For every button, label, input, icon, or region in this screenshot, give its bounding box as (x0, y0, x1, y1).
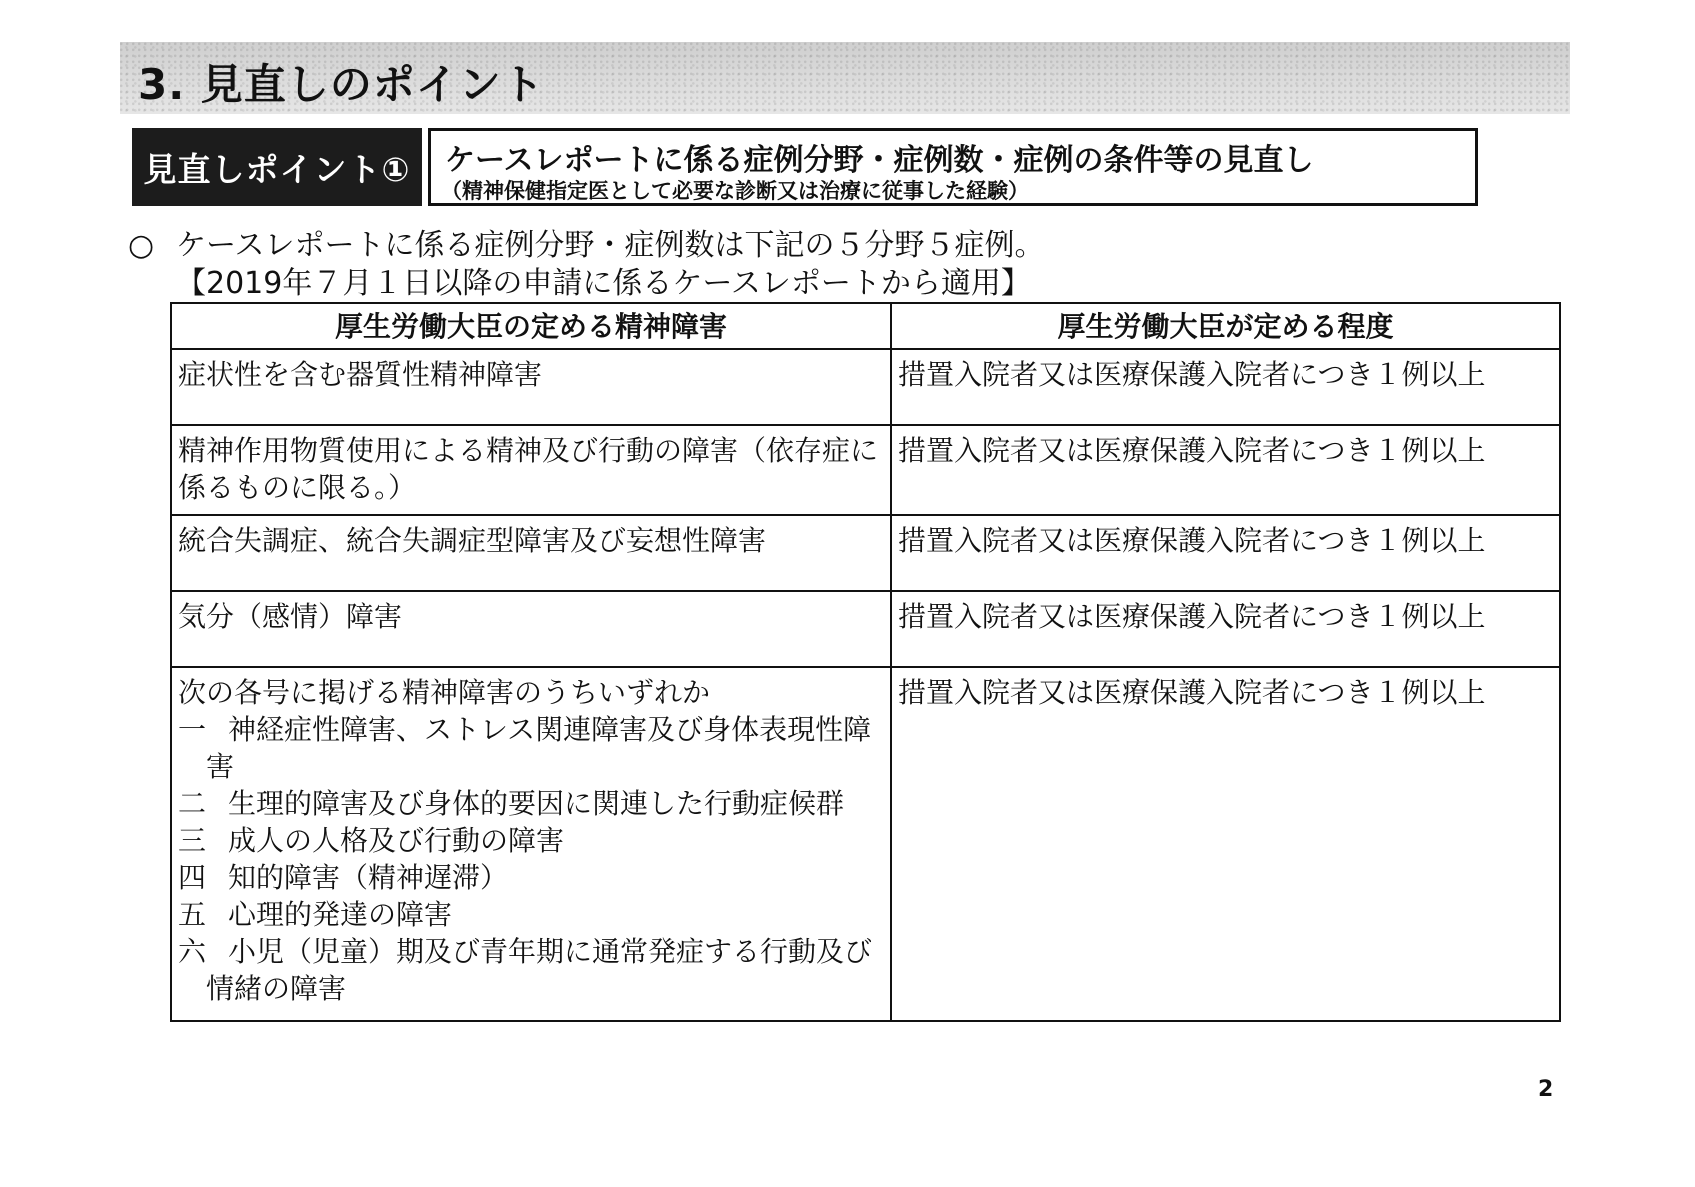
degree-cell: 措置入院者又は医療保護入院者につき１例以上 (891, 349, 1560, 425)
table-header-row (171, 303, 1560, 349)
disorder-cell: 症状性を含む器質性精神障害 (171, 349, 891, 425)
table-row (171, 349, 1560, 425)
degree-cell: 措置入院者又は医療保護入院者につき１例以上 (891, 667, 1560, 1021)
disorder-cell: 統合失調症、統合失調症型障害及び妄想性障害 (171, 515, 891, 591)
page-title: 3. 見直しのポイント (138, 60, 545, 109)
summary-text: ケースレポートに係る症例分野・症例数は下記の５分野５症例。 (176, 228, 1045, 263)
point-title: ケースレポートに係る症例分野・症例数・症例の条件等の見直し (445, 143, 1314, 178)
degree-cell: 措置入院者又は医療保護入院者につき１例以上 (891, 515, 1560, 591)
table-row (171, 425, 1560, 515)
list-item: 四 知的障害（精神遅滞） (178, 861, 509, 894)
bullet-circle-icon: ○ (128, 228, 155, 263)
table-row (171, 667, 1560, 1021)
title-band (120, 42, 1570, 114)
table-row (171, 515, 1560, 591)
page-number: 2 (1538, 1077, 1554, 1102)
disorder-cell: 精神作用物質使用による精神及び行動の障害（依存症に係るものに限る。） (171, 425, 891, 515)
degree-cell: 措置入院者又は医療保護入院者につき１例以上 (891, 591, 1560, 667)
disorder-table (170, 302, 1561, 1022)
list-item: 一 神経症性障害、ストレス関連障害及び身体表現性障害 (178, 713, 872, 783)
point-label: 見直しポイント① (132, 128, 422, 206)
point-box (428, 128, 1478, 206)
table-row (171, 591, 1560, 667)
disorder-cell: 気分（感情）障害 (171, 591, 891, 667)
list-item: 五 心理的発達の障害 (178, 898, 453, 931)
list-item: 六 小児（児童）期及び青年期に通常発症する行動及び情緒の障害 (178, 935, 873, 1005)
document-page (120, 42, 1570, 1110)
date-note: 【2019年７月１日以降の申請に係るケースレポートから適用】 (176, 266, 1031, 301)
list-intro: 次の各号に掲げる精神障害のうちいずれか (178, 676, 711, 709)
list-item: 二 生理的障害及び身体的要因に関連した行動症候群 (178, 787, 845, 820)
header-degree: 厚生労働大臣が定める程度 (891, 303, 1560, 349)
header-disorder: 厚生労働大臣の定める精神障害 (171, 303, 891, 349)
degree-cell: 措置入院者又は医療保護入院者につき１例以上 (891, 425, 1560, 515)
list-item: 三 成人の人格及び行動の障害 (178, 824, 565, 857)
point-subtitle: （精神保健指定医として必要な診断又は治療に従事した経験） (441, 179, 1029, 203)
disorder-cell-list (171, 667, 891, 1021)
